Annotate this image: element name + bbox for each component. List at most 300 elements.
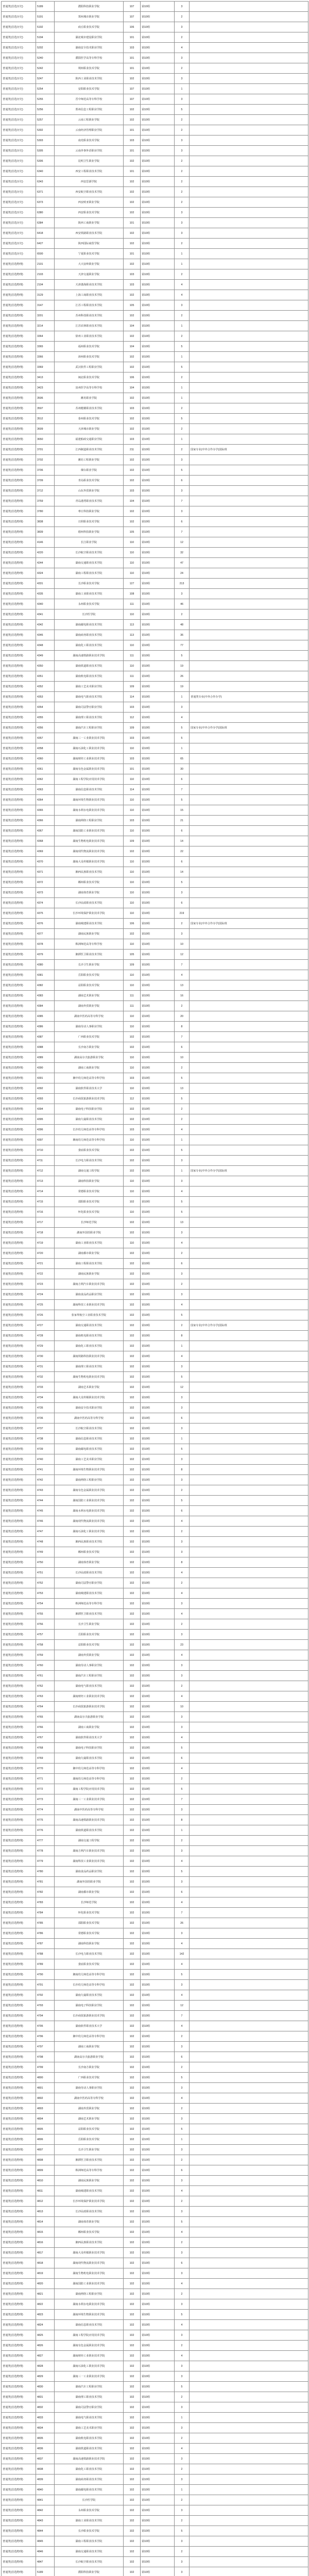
- school-code-cell: 4365: [36, 805, 55, 816]
- category-cell: 普通类(首选物理): [2, 1990, 36, 2001]
- table-row: [2, 2207, 308, 2217]
- category-cell: 普通类(首选物理): [2, 1104, 36, 1114]
- school-code-cell: 4740: [36, 1454, 55, 1465]
- school-code-cell: 4840: [36, 2485, 55, 2495]
- category-cell: 普通类(首选物理): [2, 2238, 36, 2248]
- school-code-cell: 3369: [36, 362, 55, 372]
- school-name-cell: 湖南艺术职业学院: [55, 991, 124, 1001]
- count-cell: 3: [175, 486, 190, 496]
- table-row: [2, 1578, 308, 1588]
- school-name-cell: 湖南外贸职业学院: [55, 1001, 124, 1011]
- table-row: [2, 1496, 308, 1506]
- count-cell: 5: [175, 342, 190, 352]
- score-cell: 110: [124, 980, 141, 991]
- school-name-cell: 晋中师范高等专科学校: [55, 94, 124, 105]
- category-cell: 普通类(首选历史): [2, 32, 36, 43]
- table-row: [2, 1733, 308, 1743]
- school-name-cell: 湖南机电职业技术学院: [55, 2433, 124, 2444]
- count-cell: 6: [175, 1413, 190, 1423]
- score-cell: 110: [124, 1176, 141, 1187]
- school-code-cell: 3506: [36, 393, 55, 403]
- group-cell: 第10组: [141, 156, 175, 166]
- score-cell: 102: [124, 1660, 141, 1671]
- school-code-cell: 4750: [36, 1557, 55, 1568]
- score-cell: 105: [124, 950, 141, 960]
- school-code-cell: 4354: [36, 702, 55, 713]
- school-name-cell: 湖南机电职业技术学院: [55, 671, 124, 682]
- score-cell: 102: [124, 1393, 141, 1403]
- score-cell: 101: [124, 166, 141, 177]
- group-cell: 第10组: [141, 1877, 175, 1887]
- school-name-cell: 湖南生物机电职业技术学院: [55, 1372, 124, 1382]
- school-name-cell: 湖南中医药高等专科学校: [55, 1413, 124, 1423]
- school-name-cell: 娄底职业技术学院: [55, 1959, 124, 1970]
- note-cell: [190, 1372, 308, 1382]
- school-name-cell: 日照职业技术学院: [55, 517, 124, 527]
- school-code-cell: 4824: [36, 2320, 55, 2330]
- score-cell: 102: [124, 1681, 141, 1691]
- school-name-cell: 岳阳职业技术学院: [55, 1630, 124, 1640]
- score-cell: 111: [124, 671, 141, 682]
- note-cell: [190, 208, 308, 218]
- category-cell: 普通类(首选物理): [2, 1640, 36, 1650]
- school-code-cell: 4730: [36, 1351, 55, 1362]
- category-cell: 普通类(首选物理): [2, 2124, 36, 2134]
- score-cell: 102: [124, 2320, 141, 2330]
- category-cell: 普通类(首选物理): [2, 1825, 36, 1836]
- note-cell: [190, 661, 308, 671]
- school-code-cell: 4731: [36, 1362, 55, 1372]
- count-cell: 5: [175, 1207, 190, 1217]
- school-code-cell: 4756: [36, 1619, 55, 1630]
- score-cell: 102: [124, 1867, 141, 1877]
- score-cell: 102: [124, 476, 141, 486]
- count-cell: 2: [175, 2433, 190, 2444]
- category-cell: 普通类(首选历史): [2, 208, 36, 218]
- category-cell: 普通类(首选物理): [2, 2052, 36, 2062]
- table-row: [2, 1423, 308, 1434]
- note-cell: [190, 1753, 308, 1764]
- school-code-cell: 4828: [36, 2361, 55, 2371]
- group-cell: 第10组: [141, 63, 175, 74]
- note-cell: [190, 218, 308, 228]
- score-cell: 102: [124, 1897, 141, 1908]
- school-code-cell: 4371: [36, 867, 55, 877]
- table-row: [2, 1712, 308, 1722]
- category-cell: 普通类(首选物理): [2, 1403, 36, 1413]
- count-cell: 2: [175, 125, 190, 135]
- group-cell: 第10组: [141, 331, 175, 342]
- category-cell: 普通类(首选历史): [2, 187, 36, 197]
- table-row: [2, 836, 308, 846]
- category-cell: 普通类(首选物理): [2, 661, 36, 671]
- count-cell: 1: [175, 2134, 190, 2145]
- category-cell: 普通类(首选物理): [2, 2165, 36, 2176]
- note-cell: [190, 1609, 308, 1619]
- school-name-cell: 广西职业技术学院: [55, 1032, 124, 1042]
- group-cell: 第10组: [141, 1217, 175, 1228]
- count-cell: 3: [175, 74, 190, 84]
- table-row: [2, 1650, 308, 1660]
- note-cell: [190, 867, 308, 877]
- score-cell: 104: [124, 342, 141, 352]
- school-name-cell: 湖南体育职业学院: [55, 1557, 124, 1568]
- group-cell: 第10组: [141, 1640, 175, 1650]
- score-cell: 102: [124, 331, 141, 342]
- group-cell: 第10组: [141, 609, 175, 620]
- category-cell: 普通类(首选物理): [2, 1743, 36, 1753]
- group-cell: 第10组: [141, 1856, 175, 1867]
- table-row: [2, 537, 308, 548]
- score-cell: 102: [124, 1722, 141, 1733]
- school-code-cell: 5242: [36, 63, 55, 74]
- school-code-cell: 4757: [36, 1630, 55, 1640]
- count-cell: 4: [175, 1959, 190, 1970]
- score-cell: 102: [124, 1774, 141, 1784]
- group-cell: 第10组: [141, 713, 175, 723]
- group-cell: 第10组: [141, 1475, 175, 1485]
- category-cell: 普通类(首选历史): [2, 43, 36, 53]
- school-name-cell: 福建船政交通职业学院: [55, 434, 124, 445]
- note-cell: [190, 2402, 308, 2413]
- count-cell: 4: [175, 1588, 190, 1599]
- group-cell: 第10组: [141, 177, 175, 187]
- count-cell: 2: [175, 1248, 190, 1259]
- score-cell: 102: [124, 259, 141, 269]
- school-name-cell: 湖南化工职业技术学院: [55, 2464, 124, 2475]
- count-cell: 6: [175, 1042, 190, 1053]
- count-cell: 2: [175, 63, 190, 74]
- count-cell: 3: [175, 2114, 190, 2124]
- note-cell: [190, 2155, 308, 2165]
- school-name-cell: 湘中幼儿师范高等专科学校: [55, 1764, 124, 1774]
- school-name-cell: 湖南食品药品职业学院: [55, 1867, 124, 1877]
- school-name-cell: 株洲师范高等专科学校: [55, 2165, 124, 2176]
- count-cell: 2: [175, 269, 190, 280]
- note-cell: [190, 1444, 308, 1454]
- school-code-cell: 4841: [36, 2495, 55, 2505]
- category-cell: 普通类(首选物理): [2, 1630, 36, 1640]
- table-row: [2, 187, 308, 197]
- score-cell: 103: [124, 269, 141, 280]
- school-name-cell: 湖南三一工业职业技术学院: [55, 2371, 124, 2382]
- school-name-cell: 长沙民政职业技术学院: [55, 1568, 124, 1578]
- group-cell: 第10组: [141, 166, 175, 177]
- note-cell: [190, 548, 308, 558]
- category-cell: 普通类(首选物理): [2, 1217, 36, 1228]
- count-cell: 2: [175, 115, 190, 125]
- count-cell: 10: [175, 1702, 190, 1712]
- table-row: [2, 898, 308, 908]
- group-cell: 第10组: [141, 1207, 175, 1217]
- group-cell: 第10组: [141, 1815, 175, 1825]
- category-cell: 普通类(首选历史): [2, 94, 36, 105]
- school-name-cell: 江苏工程职业技术学院: [55, 300, 124, 311]
- category-cell: 普通类(首选物理): [2, 795, 36, 805]
- school-code-cell: 3214: [36, 321, 55, 331]
- group-cell: 第10组: [141, 1042, 175, 1053]
- category-cell: 普通类(首选物理): [2, 1980, 36, 1990]
- category-cell: 普通类(首选物理): [2, 599, 36, 609]
- group-cell: 第10组: [141, 991, 175, 1001]
- count-cell: 3: [175, 208, 190, 218]
- note-cell: [190, 702, 308, 713]
- school-name-cell: 岳阳职业技术学院: [55, 2134, 124, 2145]
- note-cell: 国家专业(中外合作办学)国际班: [190, 445, 308, 455]
- school-code-cell: 4802: [36, 2093, 55, 2104]
- school-code-cell: 2101: [36, 259, 55, 269]
- group-cell: 第10组: [141, 1083, 175, 1094]
- table-row: [2, 2073, 308, 2083]
- table-row: [2, 135, 308, 146]
- note-cell: [190, 352, 308, 362]
- note-cell: [190, 2454, 308, 2464]
- note-cell: [190, 1949, 308, 1959]
- school-name-cell: 湖南软件职业技术大学: [55, 2021, 124, 2031]
- school-name-cell: 湖南工业职业技术学院: [55, 1238, 124, 1248]
- group-cell: 第10组: [141, 1918, 175, 1928]
- school-code-cell: 5254: [36, 84, 55, 94]
- group-cell: 第10组: [141, 1516, 175, 1527]
- score-cell: 109: [124, 836, 141, 846]
- group-cell: 第10组: [141, 414, 175, 424]
- table-row: [2, 640, 308, 651]
- table-row: [2, 2062, 308, 2073]
- table-row: [2, 1351, 308, 1362]
- school-name-cell: 湖南外国语职业学院: [55, 1877, 124, 1887]
- school-code-cell: 4391: [36, 1073, 55, 1083]
- school-name-cell: 湖南信息职业技术学院: [55, 785, 124, 795]
- count-cell: 3: [175, 2475, 190, 2485]
- count-cell: 3: [175, 1877, 190, 1887]
- score-cell: 101: [124, 764, 141, 774]
- note-cell: [190, 836, 308, 846]
- count-cell: 4: [175, 2444, 190, 2454]
- school-name-cell: 湖南网络工程职业学院: [55, 2289, 124, 2299]
- count-cell: 3: [175, 589, 190, 599]
- score-cell: 102: [124, 2351, 141, 2361]
- group-cell: 第10组: [141, 2145, 175, 2155]
- school-code-cell: 3366: [36, 352, 55, 362]
- count-cell: 20: [175, 1011, 190, 1022]
- group-cell: 第10组: [141, 1557, 175, 1568]
- table-row: [2, 1207, 308, 1217]
- school-code-cell: 4769: [36, 1753, 55, 1764]
- category-cell: 普通类(首选物理): [2, 1228, 36, 1238]
- school-name-cell: 西安铁路职业技术学院: [55, 228, 124, 239]
- table-row: [2, 486, 308, 496]
- category-cell: 普通类(首选物理): [2, 1928, 36, 1939]
- score-cell: 102: [124, 2516, 141, 2526]
- note-cell: [190, 1712, 308, 1722]
- score-cell: 102: [124, 1640, 141, 1650]
- score-cell: 102: [124, 1702, 141, 1712]
- table-row: [2, 1753, 308, 1764]
- school-code-cell: 4710: [36, 1145, 55, 1156]
- count-cell: 5: [175, 1496, 190, 1506]
- category-cell: 普通类(首选物理): [2, 692, 36, 702]
- note-cell: [190, 2104, 308, 2114]
- school-code-cell: 4728: [36, 1331, 55, 1341]
- table-row: [2, 2052, 308, 2062]
- school-name-cell: 湖南民族职业学院: [55, 929, 124, 939]
- group-cell: 第10组: [141, 785, 175, 795]
- school-name-cell: 益阳职业技术学院: [55, 2124, 124, 2134]
- table-row: [2, 558, 308, 568]
- group-cell: 第10组: [141, 1764, 175, 1774]
- group-cell: 第10组: [141, 1537, 175, 1547]
- school-code-cell: 4352: [36, 682, 55, 692]
- group-cell: 第10组: [141, 2547, 175, 2557]
- group-cell: 第10组: [141, 1351, 175, 1362]
- group-cell: 第10组: [141, 743, 175, 754]
- note-cell: [190, 1764, 308, 1774]
- table-row: [2, 754, 308, 764]
- category-cell: 普通类(首选物理): [2, 2155, 36, 2165]
- count-cell: 13: [175, 1083, 190, 1094]
- table-row: [2, 2505, 308, 2516]
- school-code-cell: 4827: [36, 2351, 55, 2361]
- table-row: [2, 1145, 308, 1156]
- group-cell: 第10组: [141, 1423, 175, 1434]
- score-cell: 110: [124, 826, 141, 836]
- category-cell: 普通类(首选物理): [2, 1774, 36, 1784]
- table-row: [2, 32, 308, 43]
- group-cell: 第10组: [141, 723, 175, 733]
- note-cell: [190, 403, 308, 414]
- school-name-cell: 湖南电气职业技术学院: [55, 1681, 124, 1691]
- count-cell: 3: [175, 146, 190, 156]
- table-row: [2, 434, 308, 445]
- group-cell: 第10组: [141, 486, 175, 496]
- note-cell: [190, 2114, 308, 2124]
- note-cell: [190, 1259, 308, 1269]
- score-cell: 102: [124, 1310, 141, 1320]
- category-cell: 普通类(首选物理): [2, 826, 36, 836]
- group-cell: 第10组: [141, 2330, 175, 2341]
- school-name-cell: 郴州职业技术学院: [55, 877, 124, 888]
- school-code-cell: 4711: [36, 1156, 55, 1166]
- count-cell: 4: [175, 1516, 190, 1527]
- group-cell: 第10组: [141, 2567, 175, 2576]
- note-cell: [190, 558, 308, 568]
- category-cell: 普通类(首选物理): [2, 1784, 36, 1794]
- table-row: [2, 2011, 308, 2021]
- count-cell: 47: [175, 558, 190, 568]
- note-cell: [190, 1238, 308, 1248]
- score-cell: 110: [124, 774, 141, 785]
- group-cell: 第10组: [141, 1135, 175, 1145]
- table-row: [2, 445, 308, 455]
- count-cell: 4: [175, 1733, 190, 1743]
- count-cell: 1: [175, 743, 190, 754]
- school-name-cell: 湖南水利水电职业技术学院: [55, 1506, 124, 1516]
- note-cell: [190, 486, 308, 496]
- note-cell: [190, 2536, 308, 2547]
- score-cell: 102: [124, 2464, 141, 2475]
- count-cell: 3: [175, 1928, 190, 1939]
- school-code-cell: 4747: [36, 1527, 55, 1537]
- school-code-cell: 5257: [36, 115, 55, 125]
- group-cell: 第10组: [141, 2485, 175, 2495]
- score-cell: 102: [124, 1815, 141, 1825]
- score-cell: 110: [124, 537, 141, 548]
- school-name-cell: 湖南邮电职业技术学院: [55, 620, 124, 630]
- table-row: [2, 208, 308, 218]
- score-cell: 102: [124, 2031, 141, 2042]
- category-cell: 普通类(首选历史): [2, 166, 36, 177]
- count-cell: 2: [175, 1527, 190, 1537]
- score-cell: 102: [124, 2330, 141, 2341]
- score-cell: 110: [124, 970, 141, 980]
- table-row: [2, 1083, 308, 1094]
- school-code-cell: 4726: [36, 1310, 55, 1320]
- group-cell: 第10组: [141, 1753, 175, 1764]
- school-code-cell: 4357: [36, 733, 55, 743]
- school-code-cell: 3507: [36, 403, 55, 414]
- note-cell: [190, 2392, 308, 2402]
- school-code-cell: 4361: [36, 764, 55, 774]
- note-cell: [190, 94, 308, 105]
- group-cell: 第10组: [141, 2042, 175, 2052]
- table-row: [2, 826, 308, 836]
- note-cell: [190, 682, 308, 692]
- group-cell: 第10组: [141, 939, 175, 950]
- school-code-cell: 3712: [36, 486, 55, 496]
- count-cell: 3: [175, 300, 190, 311]
- category-cell: 普通类(首选物理): [2, 2567, 36, 2576]
- count-cell: 65: [175, 754, 190, 764]
- school-code-cell: 4712: [36, 1166, 55, 1176]
- school-code-cell: 6343: [36, 177, 55, 187]
- count-cell: 2: [175, 239, 190, 249]
- count-cell: 4: [175, 1897, 190, 1908]
- school-name-cell: 南充职业技术学院: [55, 135, 124, 146]
- note-cell: [190, 156, 308, 166]
- note-cell: [190, 2330, 308, 2341]
- group-cell: 第10组: [141, 1908, 175, 1918]
- school-code-cell: 4351: [36, 671, 55, 682]
- category-cell: 普通类(首选物理): [2, 1908, 36, 1918]
- school-code-cell: 4755: [36, 1609, 55, 1619]
- score-cell: 106: [124, 22, 141, 32]
- table-row: [2, 2413, 308, 2423]
- group-cell: 第10组: [141, 2299, 175, 2310]
- note-cell: [190, 424, 308, 434]
- score-cell: 103: [124, 702, 141, 713]
- category-cell: 普通类(首选物理): [2, 2021, 36, 2031]
- group-cell: 第10组: [141, 1959, 175, 1970]
- note-cell: [190, 1959, 308, 1970]
- note-cell: [190, 2444, 308, 2454]
- table-row: [2, 2268, 308, 2279]
- count-cell: 2: [175, 1104, 190, 1114]
- category-cell: 普通类(首选物理): [2, 362, 36, 372]
- count-cell: 3: [175, 2361, 190, 2371]
- table-row: [2, 115, 308, 125]
- table-row: [2, 1918, 308, 1928]
- group-cell: 第10组: [141, 826, 175, 836]
- count-cell: 6: [175, 826, 190, 836]
- group-cell: 第10组: [141, 671, 175, 682]
- school-code-cell: 5189: [36, 2567, 55, 2576]
- school-code-cell: 4780: [36, 1867, 55, 1877]
- table-row: [2, 2320, 308, 2330]
- count-cell: 5: [175, 1970, 190, 1980]
- count-cell: 2: [175, 372, 190, 383]
- table-row: [2, 939, 308, 950]
- category-cell: 普通类(首选物理): [2, 1362, 36, 1372]
